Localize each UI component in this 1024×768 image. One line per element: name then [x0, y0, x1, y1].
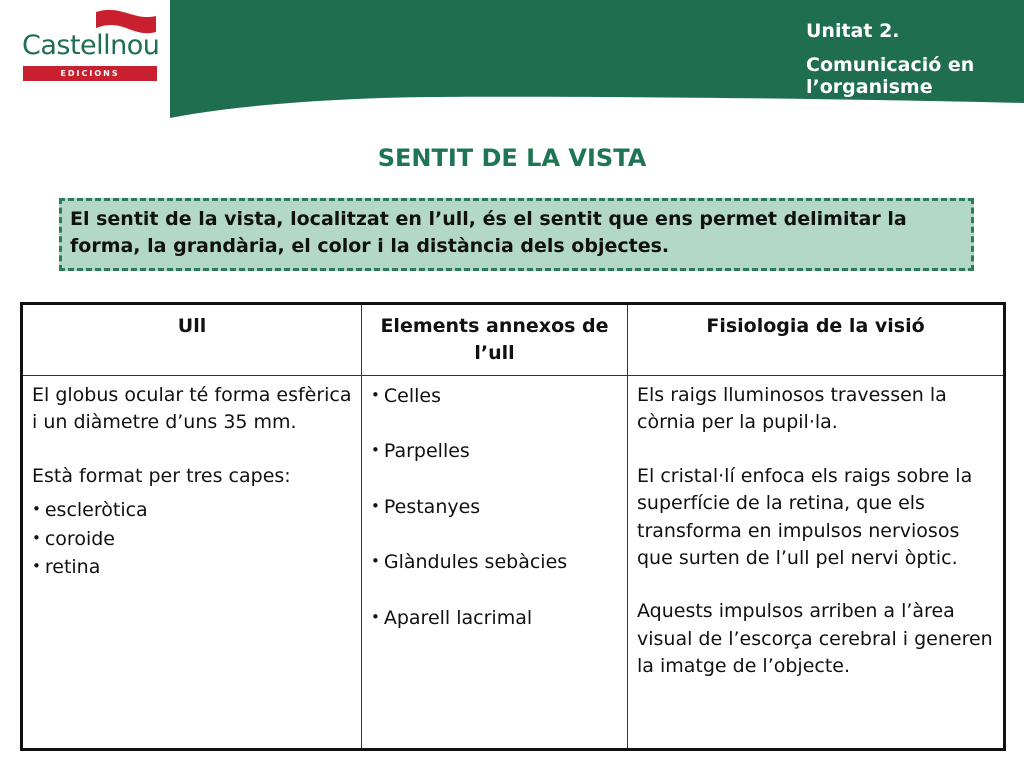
- fisiologia-p2: El cristal·lí enfoca els raigs sobre la superfície de la retina, que els transforma en impulsos nerviosos que surten de l’ull pel nervi òptic.: [637, 464, 973, 570]
- unit-info: [806, 20, 1006, 98]
- list-item: • Pestanyes: [371, 493, 618, 521]
- list-item: • Aparell lacrimal: [371, 604, 618, 632]
- table-header-row: [22, 304, 1005, 376]
- list-item: • retina: [32, 553, 352, 581]
- list-item: • coroide: [32, 525, 352, 553]
- list-item: • escleròtica: [32, 496, 352, 524]
- cell-elements: [362, 376, 628, 750]
- list-item: • Parpelles: [371, 437, 618, 465]
- list-item: • Celles: [371, 382, 618, 410]
- header-ull: Ull: [22, 304, 362, 376]
- intro-box: El sentit de la vista, localitzat en l’ull, és el sentit que ens permet delimitar la forma, la grandària, el color i la distància dels objectes.: [59, 198, 974, 271]
- ull-description: El globus ocular té forma esfèrica i un diàmetre d’uns 35 mm.: [32, 384, 352, 434]
- fisiologia-p3: Aquests impulsos arriben a l’àrea visual de l’escorça cerebral i generen la imatge de l’objecte.: [637, 600, 993, 678]
- header-fisiologia: Fisiologia de la visió: [628, 304, 1005, 376]
- table-row: [22, 376, 1005, 750]
- ull-layers-intro: Està format per tres capes:: [32, 464, 291, 487]
- unit-number: Unitat 2.: [806, 20, 900, 42]
- elements-list: [371, 382, 618, 632]
- content-table: [20, 302, 1006, 751]
- brand-subtitle: EDICIONS: [23, 66, 157, 81]
- brand-name: Castellnou: [22, 30, 160, 61]
- layers-list: [32, 496, 352, 581]
- unit-title: Comunicació en l’organisme: [806, 54, 975, 98]
- castellnou-logo: [22, 8, 162, 78]
- fisiologia-p1: Els raigs lluminosos travessen la còrnia per la pupil·la.: [637, 384, 947, 434]
- cell-fisiologia: [628, 376, 1005, 750]
- header-band: [0, 0, 1024, 120]
- cell-ull: [22, 376, 362, 750]
- header-elements: Elements annexos de l’ull: [362, 304, 628, 376]
- list-item: • Glàndules sebàcies: [371, 548, 618, 576]
- page-title: SENTIT DE LA VISTA: [377, 144, 647, 172]
